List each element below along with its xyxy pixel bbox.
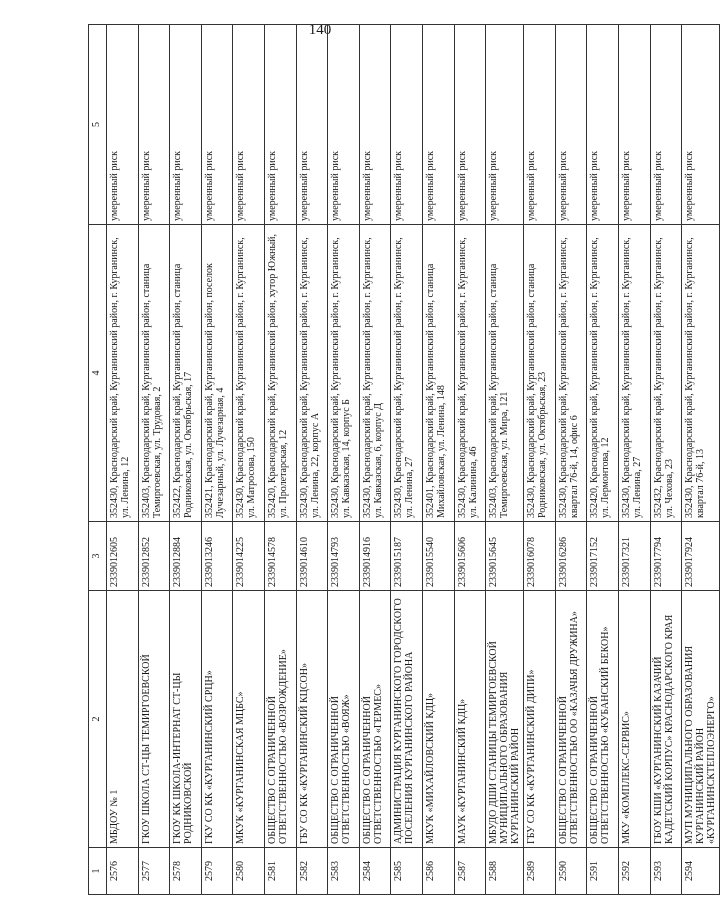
table-row [233,25,265,895]
risk-category: умеренный риск [264,25,296,225]
table-row [359,25,391,895]
table-row [682,25,720,895]
row-number: 2579 [201,848,233,895]
inn-cell: 2339017152 [587,522,619,591]
risk-category: умеренный риск [201,25,233,225]
risk-category: умеренный риск [422,25,454,225]
organization-name: ОБЩЕСТВО С ОГРАНИЧЕННОЙ ОТВЕТСТВЕННОСТЬЮ «ВОЗРОЖДЕНИЕ» [264,591,296,848]
inn-cell: 2339016078 [524,522,556,591]
address-cell: 352403, Краснодарский край, Курганинский район, станица Темиргоевская, ул. Мира, 121 [486,225,524,522]
row-number: 2587 [454,848,486,895]
inn-cell: 2339014916 [359,522,391,591]
row-number: 2584 [359,848,391,895]
address-cell: 352421, Краснодарский край, Курганинский район, поселок Лучезарный, ул. Лучезарная, 4 [201,225,233,522]
table-row [138,25,170,895]
risk-category: умеренный риск [359,25,391,225]
row-number: 2594 [682,848,720,895]
address-cell: 352422, Краснодарский край, Курганинский район, станица Родниковская, ул. Октябрьская, 17 [170,225,202,522]
risk-category: умеренный риск [296,25,328,225]
inn-cell: 2339015540 [422,522,454,591]
address-cell: 352430, Краснодарский край, Курганинский район, г. Курганинск, ул. Матросова, 150 [233,225,265,522]
table-row [555,25,587,895]
rotated-table-container [88,60,718,895]
rotated-page [88,60,718,895]
risk-category: умеренный риск [391,25,423,225]
inn-cell: 2339016286 [555,522,587,591]
risk-category: умеренный риск [587,25,619,225]
header-col-3: 3 [89,522,107,591]
address-cell: 352430, Краснодарский край, Курганинский район, г. Курганинск, квартал 76-й, 13 [682,225,720,522]
row-number: 2590 [555,848,587,895]
inn-cell: 2339015645 [486,522,524,591]
row-number: 2577 [138,848,170,895]
row-number: 2583 [328,848,360,895]
address-cell: 352430, Краснодарский край, Курганинский район, г. Курганинск, ул. Ленина, 27 [618,225,650,522]
organization-name: МКУК «МИХАЙЛОВСКИЙ КДЦ» [422,591,454,848]
risk-category: умеренный риск [107,25,139,225]
header-col-5: 5 [89,25,107,225]
table-body [107,25,720,895]
organization-name: ГКОУ ШКОЛА СТ-ЦЫ ТЕМИРГОЕВСКОЙ [138,591,170,848]
table-row [201,25,233,895]
organization-name: ГКУ СО КК «КУРГАНИНСКИЙ СРЦН» [201,591,233,848]
table-row [486,25,524,895]
organization-name: ГКОУ КК ШКОЛА-ИНТЕРНАТ СТ-ЦЫ РОДНИКОВСКОЙ [170,591,202,848]
risk-category: умеренный риск [454,25,486,225]
organization-name: ОБЩЕСТВО С ОГРАНИЧЕННОЙ ОТВЕТСТВЕННОСТЬЮ «ГЕРМЕС» [359,591,391,848]
address-cell: 352430, Краснодарский край, Курганинский район, г. Курганинск, ул. Калинина, 46 [454,225,486,522]
table-row [264,25,296,895]
inn-cell: 2339014578 [264,522,296,591]
registry-table [88,24,720,895]
inn-cell: 2339017794 [650,522,682,591]
inn-cell: 2339012884 [170,522,202,591]
row-number: 2580 [233,848,265,895]
organization-name: МУП МУНИЦИПАЛЬНОГО ОБРАЗОВАНИЯ КУРГАНИНСКИЙ РАЙОН «КУРГАНИНСКТЕПЛОЭНЕРГО» [682,591,720,848]
address-cell: 352430, Краснодарский край, Курганинский район, г. Курганинск, ул. Ленина, 27 [391,225,423,522]
organization-name: ОБЩЕСТВО С ОГРАНИЧЕННОЙ ОТВЕТСТВЕННОСТЬЮ ОО «КАЗАЧЬЯ ДРУЖИНА» [555,591,587,848]
table-row [328,25,360,895]
row-number: 2578 [170,848,202,895]
header-col-2: 2 [89,591,107,848]
inn-cell: 2339017321 [618,522,650,591]
row-number: 2582 [296,848,328,895]
table-row [618,25,650,895]
inn-cell: 2339013246 [201,522,233,591]
organization-name: ГБУ СО КК «КУРГАНИНСКИЙ КЦСОН» [296,591,328,848]
table-row [391,25,423,895]
risk-category: умеренный риск [328,25,360,225]
organization-name: ОБЩЕСТВО С ОГРАНИЧЕННОЙ ОТВЕТСТВЕННОСТЬЮ «ВОЯЖ» [328,591,360,848]
inn-cell: 2339014793 [328,522,360,591]
organization-name: АДМИНИСТРАЦИЯ КУРГАНИНСКОГО ГОРОДСКОГО ПОСЕЛЕНИЯ КУРГАНИНСКОГО РАЙОНА [391,591,423,848]
risk-category: умеренный риск [486,25,524,225]
header-row [89,25,107,895]
risk-category: умеренный риск [233,25,265,225]
row-number: 2588 [486,848,524,895]
inn-cell: 2339015187 [391,522,423,591]
row-number: 2589 [524,848,556,895]
row-number: 2591 [587,848,619,895]
header-col-1: 1 [89,848,107,895]
table-row [422,25,454,895]
header-col-4: 4 [89,225,107,522]
address-cell: 352430, Краснодарский край, Курганинский район, г. Курганинск, ул. Кавказская, 14, корпус Б [328,225,360,522]
row-number: 2592 [618,848,650,895]
page-number: 140 [308,22,332,38]
table-row [107,25,139,895]
risk-category: умеренный риск [138,25,170,225]
risk-category: умеренный риск [618,25,650,225]
organization-name: МКУ «КОМПЛЕКС-СЕРВИС» [618,591,650,848]
risk-category: умеренный риск [555,25,587,225]
address-cell: 352420, Краснодарский край, Курганинский район, хутор Южный, ул. Пролетарская, 12 [264,225,296,522]
organization-name: ГБУ СО КК «КУРГАНИНСКИЙ ДИПИ» [524,591,556,848]
table-row [170,25,202,895]
organization-name: ГБОУ КШИ «КУРГАНИНСКИЙ КАЗАЧИЙ КАДЕТСКИЙ КОРПУС» КРАСНОДАРСКОГО КРАЯ [650,591,682,848]
row-number: 2586 [422,848,454,895]
address-cell: 352430, Краснодарский край, Курганинский район, г. Курганинск, ул. Кавказская, 6, корпус Д [359,225,391,522]
address-cell: 352401, Краснодарский край, Курганинский район, станица Михайловская, ул. Ленина, 148 [422,225,454,522]
address-cell: 352430, Краснодарский край, Курганинский район, г. Курганинск, ул. Ленина, 22, корпус А [296,225,328,522]
inn-cell: 2339014225 [233,522,265,591]
inn-cell: 2339015606 [454,522,486,591]
inn-cell: 2339017924 [682,522,720,591]
risk-category: умеренный риск [170,25,202,225]
address-cell: 352430, Краснодарский край, Курганинский район, станица Родниковская, ул. Октябрьская, 23 [524,225,556,522]
row-number: 2593 [650,848,682,895]
organization-name: МБУДО ДШИ СТАНИЦЫ ТЕМИРГОЕВСКОЙ МУНИЦИПАЛЬНОГО ОБРАЗОВАНИЯ КУРГАНИНСКИЙ РАЙОН [486,591,524,848]
organization-name: МАУК «КУРГАНИНСКИЙ КДЦ» [454,591,486,848]
address-cell: 352420, Краснодарский край, Курганинский район, г. Курганинск, ул. Лермонтова, 12 [587,225,619,522]
organization-name: МБДОУ № 1 [107,591,139,848]
table-row [650,25,682,895]
row-number: 2581 [264,848,296,895]
table-row [296,25,328,895]
inn-cell: 2339012852 [138,522,170,591]
inn-cell: 2339012605 [107,522,139,591]
risk-category: умеренный риск [650,25,682,225]
row-number: 2576 [107,848,139,895]
risk-category: умеренный риск [682,25,720,225]
table-row [587,25,619,895]
organization-name: МКУК «КУРГАНИНСКАЯ МЦБС» [233,591,265,848]
address-cell: 352430, Краснодарский край, Курганинский район, г. Курганинск, квартал 76-й, 14, офис 6 [555,225,587,522]
row-number: 2585 [391,848,423,895]
organization-name: ОБЩЕСТВО С ОГРАНИЧЕННОЙ ОТВЕТСТВЕННОСТЬЮ «КУБАНСКИЙ БЕКОН» [587,591,619,848]
address-cell: 352432, Краснодарский край, Курганинский район, г. Курганинск, ул. Чехова, 23 [650,225,682,522]
address-cell: 352403, Краснодарский край, Курганинский район, станица Темиргоевская, ул. Трудовая, 2 [138,225,170,522]
table-row [524,25,556,895]
risk-category: умеренный риск [524,25,556,225]
inn-cell: 2339014610 [296,522,328,591]
address-cell: 352430, Краснодарский край, Курганинский район, г. Курганинск, ул. Ленина, 12 [107,225,139,522]
table-row [454,25,486,895]
